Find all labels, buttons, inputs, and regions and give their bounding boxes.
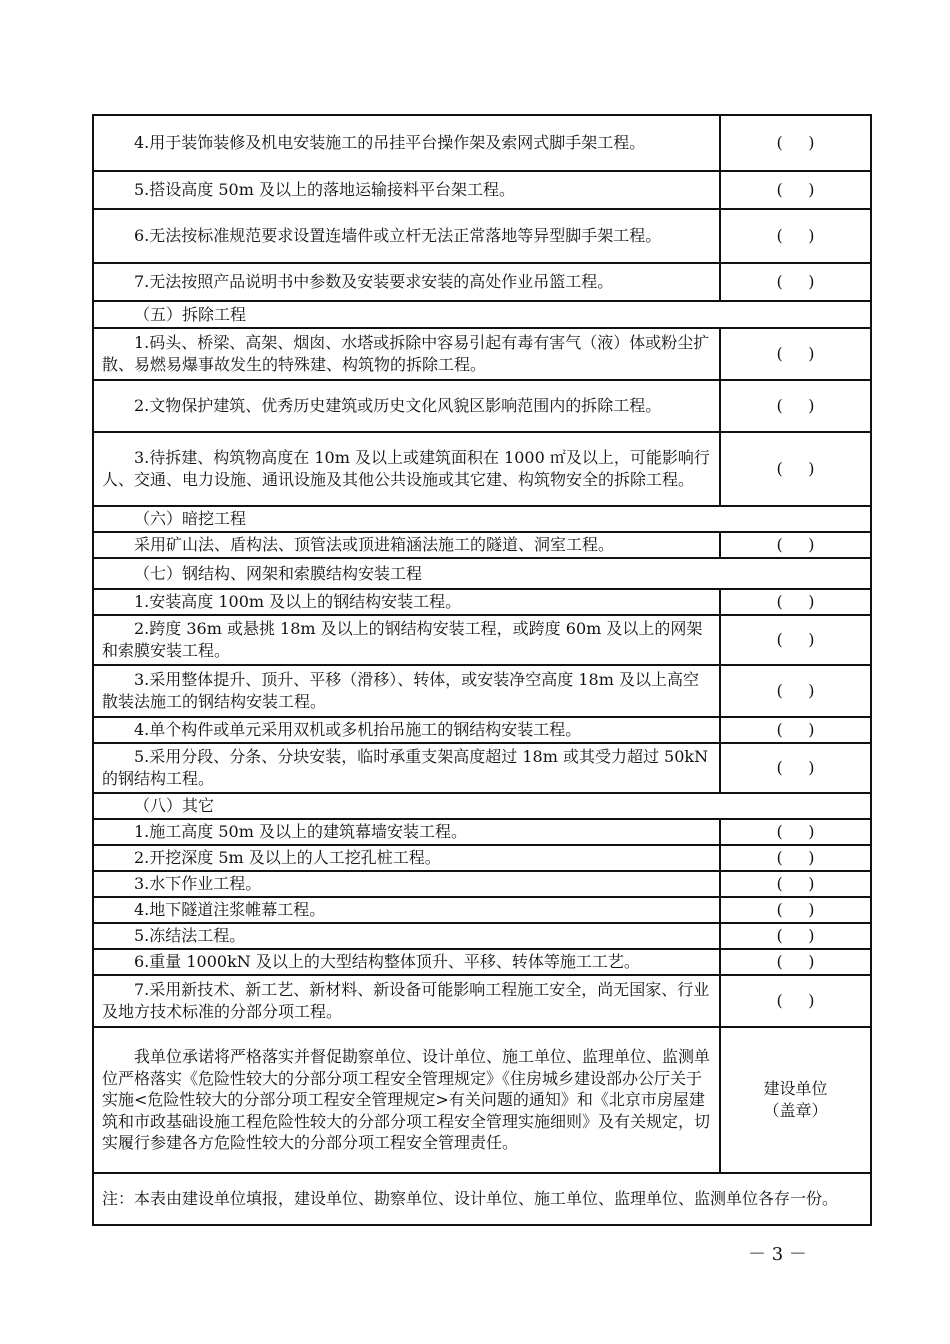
- section-heading: （五）拆除工程: [134, 304, 247, 324]
- table-row: [94, 870, 870, 896]
- pledge-text: 我单位承诺将严格落实并督促勘察单位、设计单位、施工单位、监理单位、监测单位严格落实《危险性较大的分部分项工程安全管理规定》《住房城乡建设部办公厅关于实施<危险性较大的分部分项工程安全管理规定>有关问题的通知》和《北京市房屋建筑和市政基础设施工程危险性较大的分部分项工程安全管理实施细则》及有关规定，切实履行参建各方危险性较大的分部分项工程安全管理责任。: [102, 1047, 711, 1153]
- item-description-cell: [94, 846, 721, 870]
- item-description: 3.待拆建、构筑物高度在 10m 及以上或建筑面积在 1000 ㎡及以上，可能影响行人、交通、电力设施、通讯设施及其他公共设施或其它建、构筑物安全的拆除工程。: [102, 448, 710, 489]
- table-row: [94, 588, 870, 614]
- item-description-cell: [94, 718, 721, 742]
- checkbox-cell[interactable]: [721, 381, 870, 431]
- item-description-cell: [94, 898, 721, 922]
- table-row: [94, 531, 870, 557]
- table-row: [94, 974, 870, 1026]
- table-row: [94, 818, 870, 844]
- checkbox-cell[interactable]: [721, 172, 870, 208]
- item-description: 2.文物保护建筑、优秀历史建筑或历史文化风貌区影响范围内的拆除工程。: [134, 396, 662, 415]
- item-description-cell: [94, 820, 721, 844]
- section-heading-row: [94, 557, 870, 588]
- checkbox-brackets: ( ): [776, 344, 815, 363]
- item-description: 7.采用新技术、新工艺、新材料、新设备可能影响工程施工安全，尚无国家、行业及地方技术标准的分部分项工程。: [102, 980, 710, 1021]
- checkbox-brackets: ( ): [776, 272, 815, 291]
- page-number: － 3 －: [748, 1244, 807, 1265]
- checkbox-cell[interactable]: [721, 210, 870, 262]
- seal-unit-label: 建设单位: [763, 1079, 828, 1098]
- item-description-cell: [94, 872, 721, 896]
- checkbox-brackets: ( ): [776, 822, 815, 841]
- checkbox-cell[interactable]: [721, 950, 870, 974]
- note-cell: [94, 1174, 870, 1224]
- table-row: [94, 844, 870, 870]
- table-row: [94, 431, 870, 505]
- checkbox-cell[interactable]: [721, 433, 870, 505]
- checkbox-brackets: ( ): [776, 758, 815, 777]
- checkbox-cell[interactable]: [721, 976, 870, 1026]
- item-description: 4.单个构件或单元采用双机或多机抬吊施工的钢结构安装工程。: [134, 720, 582, 739]
- checkbox-brackets: ( ): [776, 592, 815, 611]
- checkbox-cell[interactable]: [721, 872, 870, 896]
- section-heading-row: [94, 792, 870, 818]
- checkbox-brackets: ( ): [776, 133, 815, 152]
- item-description: 1.施工高度 50m 及以上的建筑幕墙安装工程。: [134, 822, 467, 841]
- item-description-cell: [94, 590, 721, 614]
- item-description-cell: [94, 744, 721, 792]
- table-row: [94, 170, 870, 208]
- checkbox-brackets: ( ): [776, 848, 815, 867]
- section-heading: （八）其它: [134, 796, 215, 815]
- table-rows: [94, 116, 870, 1026]
- checkbox-cell[interactable]: [721, 616, 870, 664]
- note-row: [94, 1172, 870, 1224]
- checkbox-cell[interactable]: [721, 264, 870, 300]
- checkbox-brackets: ( ): [776, 226, 815, 245]
- checkbox-brackets: ( ): [776, 459, 815, 478]
- item-description: 3.采用整体提升、顶升、平移（滑移）、转体，或安装净空高度 18m 及以上高空散装法施工的钢结构安装工程。: [102, 670, 699, 711]
- checkbox-cell[interactable]: [721, 329, 870, 379]
- checkbox-brackets: ( ): [776, 396, 815, 415]
- table-row: [94, 116, 870, 170]
- item-description-cell: [94, 924, 721, 948]
- item-description-cell: [94, 116, 721, 170]
- item-description: 5.冻结法工程。: [134, 926, 246, 945]
- item-description-cell: [94, 950, 721, 974]
- table-row: [94, 742, 870, 792]
- table-row: [94, 664, 870, 716]
- checkbox-cell[interactable]: [721, 718, 870, 742]
- item-description: 4.用于装饰装修及机电安装施工的吊挂平台操作架及索网式脚手架工程。: [134, 133, 646, 152]
- checkbox-cell[interactable]: [721, 744, 870, 792]
- table-row: [94, 716, 870, 742]
- item-description-cell: [94, 381, 721, 431]
- checkbox-brackets: ( ): [776, 180, 815, 199]
- section-heading: （六）暗挖工程: [134, 509, 247, 528]
- checkbox-cell[interactable]: [721, 846, 870, 870]
- item-description-cell: [94, 666, 721, 716]
- item-description-cell: [94, 264, 721, 300]
- pledge-cell: [94, 1028, 721, 1172]
- item-description: 6.重量 1000kN 及以上的大型结构整体顶升、平移、转体等施工工艺。: [134, 952, 640, 971]
- item-description: 采用矿山法、盾构法、顶管法或顶进箱涵法施工的隧道、洞室工程。: [134, 535, 615, 554]
- checkbox-cell[interactable]: [721, 116, 870, 170]
- checkbox-brackets: ( ): [776, 681, 815, 700]
- checkbox-brackets: ( ): [776, 874, 815, 893]
- item-description-cell: [94, 210, 721, 262]
- checkbox-brackets: ( ): [776, 952, 815, 971]
- checkbox-brackets: ( ): [776, 991, 815, 1010]
- section-heading-row: [94, 505, 870, 531]
- checkbox-cell[interactable]: [721, 533, 870, 557]
- item-description: 6.无法按标准规范要求设置连墙件或立杆无法正常落地等异型脚手架工程。: [134, 226, 662, 245]
- table-row: [94, 379, 870, 431]
- table-row: [94, 208, 870, 262]
- table-row: [94, 896, 870, 922]
- checkbox-cell[interactable]: [721, 590, 870, 614]
- item-description: 1.安装高度 100m 及以上的钢结构安装工程。: [134, 592, 462, 611]
- section-heading: （七）钢结构、网架和索膜结构安装工程: [134, 563, 423, 583]
- table-row: [94, 262, 870, 300]
- item-description: 3.水下作业工程。: [134, 874, 262, 893]
- table-row: [94, 614, 870, 664]
- item-description-cell: [94, 172, 721, 208]
- table-row: [94, 922, 870, 948]
- item-description-cell: [94, 533, 721, 557]
- item-description: 4.地下隧道注浆帷幕工程。: [134, 900, 326, 919]
- table-row: [94, 327, 870, 379]
- item-description-cell: [94, 976, 721, 1026]
- checkbox-brackets: ( ): [776, 535, 815, 554]
- checkbox-brackets: ( ): [776, 720, 815, 739]
- item-description: 5.搭设高度 50m 及以上的落地运输接料平台架工程。: [134, 180, 515, 199]
- checkbox-cell[interactable]: [721, 924, 870, 948]
- checkbox-brackets: ( ): [776, 926, 815, 945]
- table-row: [94, 948, 870, 974]
- checkbox-cell[interactable]: [721, 666, 870, 716]
- item-description: 7.无法按照产品说明书中参数及安装要求安装的高处作业吊篮工程。: [134, 272, 614, 291]
- hazard-project-form-table: [92, 114, 872, 1226]
- item-description-cell: [94, 433, 721, 505]
- checkbox-cell[interactable]: [721, 898, 870, 922]
- pledge-row: [94, 1026, 870, 1172]
- item-description-cell: [94, 616, 721, 664]
- item-description: 2.跨度 36m 或悬挑 18m 及以上的钢结构安装工程，或跨度 60m 及以上的网架和索膜安装工程。: [102, 619, 703, 660]
- checkbox-cell[interactable]: [721, 820, 870, 844]
- item-description: 2.开挖深度 5m 及以上的人工挖孔桩工程。: [134, 848, 441, 867]
- seal-cell: [721, 1028, 870, 1172]
- checkbox-brackets: ( ): [776, 900, 815, 919]
- seal-stamp-label: （盖章）: [763, 1101, 828, 1120]
- item-description: 5.采用分段、分条、分块安装，临时承重支架高度超过 18m 或其受力超过 50kN 的钢结构工程。: [102, 747, 709, 788]
- item-description: 1.码头、桥梁、高架、烟囱、水塔或拆除中容易引起有毒有害气（液）体或粉尘扩散、易燃易爆事故发生的特殊建、构筑物的拆除工程。: [102, 333, 710, 374]
- section-heading-row: [94, 300, 870, 327]
- item-description-cell: [94, 329, 721, 379]
- note-text: 注：本表由建设单位填报，建设单位、勘察单位、设计单位、施工单位、监理单位、监测单位各存一份。: [102, 1189, 839, 1208]
- checkbox-brackets: ( ): [776, 630, 815, 649]
